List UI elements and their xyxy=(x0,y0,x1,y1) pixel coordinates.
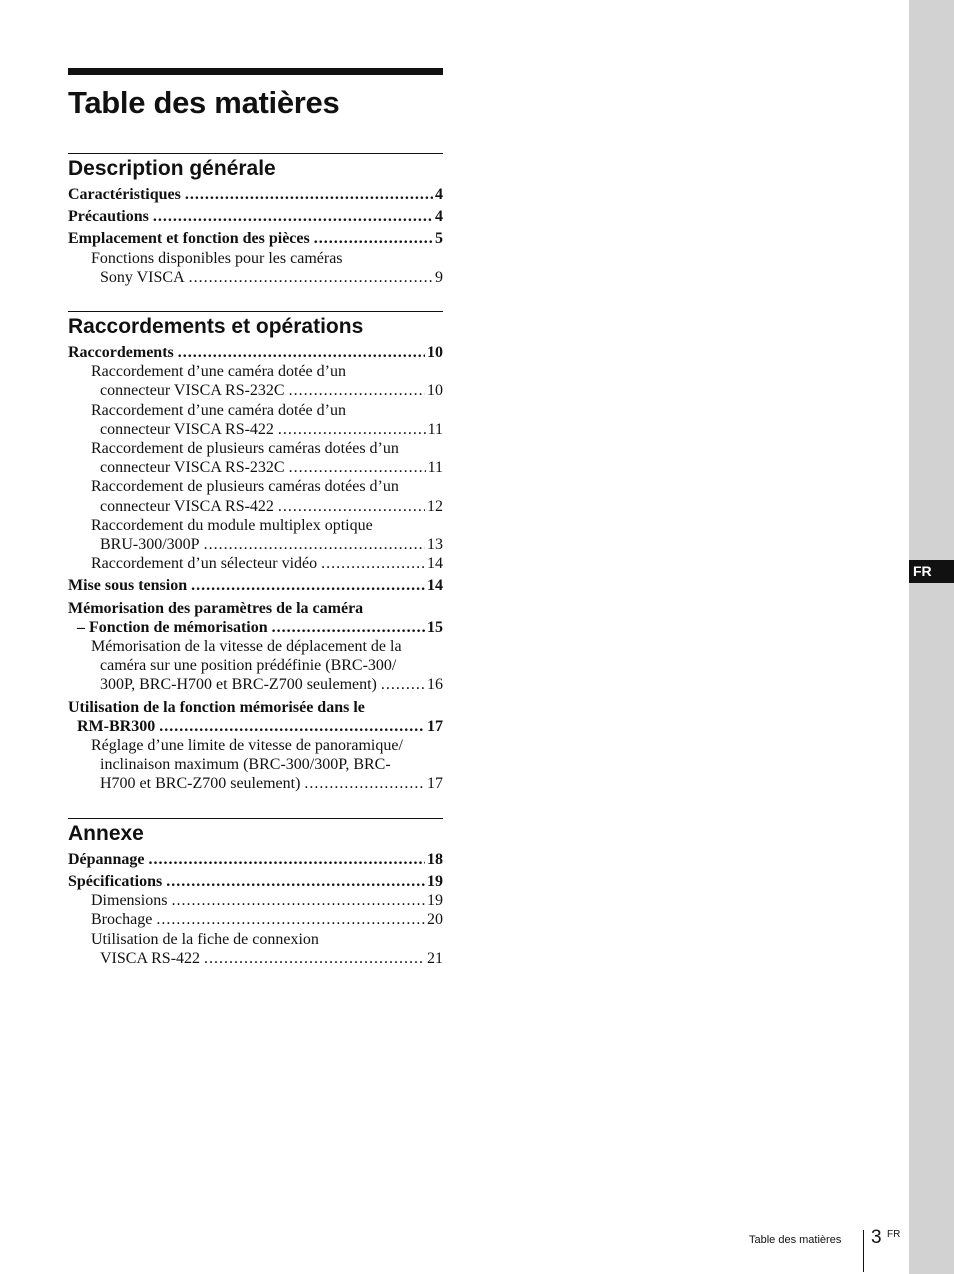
entry-text: Caractéristiques xyxy=(68,186,181,203)
entry-text: Raccordements xyxy=(68,344,174,362)
entry-page-number: 15 xyxy=(427,618,443,636)
dot-leader xyxy=(289,381,425,400)
entry-text: 300P, BRC-H700 et BRC-Z700 seulement) xyxy=(100,676,377,694)
toc-section xyxy=(68,818,443,968)
toc-entry[interactable] xyxy=(68,249,443,287)
entry-page-number: 13 xyxy=(427,536,443,554)
entry-text: Utilisation de la fonction mémorisée dans le xyxy=(68,698,365,716)
toc-section xyxy=(68,153,443,287)
entry-text: inclinaison maximum (BRC-300/300P, BRC- xyxy=(100,756,391,774)
entry-text: Raccordement d’une caméra dotée d’un xyxy=(91,363,346,381)
toc-entry[interactable] xyxy=(68,637,443,695)
toc-entry[interactable] xyxy=(68,599,443,637)
toc-entry[interactable] xyxy=(68,554,443,573)
entry-page-number: 19 xyxy=(427,892,443,910)
section-title: Raccordements et opérations xyxy=(68,315,364,339)
section-title: Description générale xyxy=(68,157,276,180)
dot-leader xyxy=(156,910,425,929)
dot-leader xyxy=(171,891,425,910)
entry-text: Dépannage xyxy=(68,850,145,868)
entry-text: – Fonction de mémorisation xyxy=(77,618,268,636)
page-number-suffix: FR xyxy=(887,1229,901,1240)
entry-page-number: 14 xyxy=(427,555,443,573)
entry-text: Raccordement de plusieurs caméras dotées d’un xyxy=(91,440,399,458)
toc-entry[interactable] xyxy=(68,185,443,204)
toc-entry[interactable] xyxy=(68,229,443,248)
dot-leader xyxy=(278,420,426,439)
toc-entry[interactable] xyxy=(68,343,443,362)
toc-entry[interactable] xyxy=(68,477,443,515)
dot-leader xyxy=(381,675,425,694)
dot-leader xyxy=(204,535,425,554)
section-rule xyxy=(68,311,443,312)
entry-text: connecteur VISCA RS-422 xyxy=(100,497,274,515)
entry-text: Utilisation de la fiche de connexion xyxy=(91,930,319,948)
entry-page-number: 20 xyxy=(427,911,443,929)
entry-text: Mémorisation de la vitesse de déplacement de la xyxy=(91,638,402,656)
page-number: 3 xyxy=(871,1227,882,1248)
entry-text: VISCA RS-422 xyxy=(100,949,201,967)
entry-text: Fonctions disponibles pour les caméras xyxy=(91,249,343,267)
toc-entry[interactable] xyxy=(68,891,443,910)
entry-page-number: 4 xyxy=(435,208,443,226)
entry-text: Mémorisation des paramètres de la caméra xyxy=(68,599,364,617)
entry-text: H700 et BRC-Z700 seulement) xyxy=(100,775,301,793)
entry-page-number: 18 xyxy=(427,850,443,868)
entry-page-number: 5 xyxy=(435,230,443,248)
toc-entries xyxy=(68,185,443,287)
toc-entry[interactable] xyxy=(68,401,443,439)
entry-text: Emplacement et fonction des pièces xyxy=(68,230,310,248)
dot-leader xyxy=(189,268,433,287)
dot-leader xyxy=(272,618,425,637)
entry-text: Brochage xyxy=(91,911,153,929)
entry-text: Raccordement d’un sélecteur vidéo xyxy=(91,555,318,573)
entry-page-number: 10 xyxy=(427,344,443,362)
toc-entry[interactable] xyxy=(68,910,443,929)
section-title: Annexe xyxy=(68,821,144,845)
entry-page-number: 17 xyxy=(427,775,443,793)
toc-entry[interactable] xyxy=(68,362,443,400)
toc-entry[interactable] xyxy=(68,930,443,968)
section-rule xyxy=(68,818,443,819)
toc-entry[interactable] xyxy=(68,576,443,595)
language-tab: FR xyxy=(909,560,954,583)
toc-entry[interactable] xyxy=(68,872,443,891)
entry-text: caméra sur une position prédéfinie (BRC-300/ xyxy=(100,657,397,675)
section-rule xyxy=(68,153,443,154)
entry-page-number: 19 xyxy=(427,872,443,890)
entry-text: Dimensions xyxy=(91,892,168,910)
dot-leader xyxy=(321,554,425,573)
entry-text: RM-BR300 xyxy=(77,717,156,735)
dot-leader xyxy=(278,497,425,516)
dot-leader xyxy=(314,229,433,248)
dot-leader xyxy=(191,576,425,595)
footer-divider xyxy=(863,1230,864,1272)
title-rule xyxy=(68,68,443,75)
entry-page-number: 17 xyxy=(427,717,443,735)
entry-page-number: 11 xyxy=(427,420,443,438)
dot-leader xyxy=(178,343,425,362)
entry-text: Spécifications xyxy=(68,872,163,890)
footer-section-label: Table des matières xyxy=(749,1234,842,1246)
entry-page-number: 12 xyxy=(427,497,443,515)
dot-leader xyxy=(148,850,425,869)
entry-text: Sony VISCA xyxy=(100,268,185,286)
entry-text: Raccordement de plusieurs caméras dotées d’un xyxy=(91,478,399,496)
toc-section xyxy=(68,311,443,794)
entry-page-number: 9 xyxy=(435,268,443,286)
entry-page-number: 14 xyxy=(427,577,443,595)
toc-entry[interactable] xyxy=(68,516,443,554)
right-margin-bar xyxy=(909,0,954,1274)
entry-page-number: 10 xyxy=(427,382,443,400)
entry-text: Réglage d’une limite de vitesse de panoramique/ xyxy=(91,737,403,755)
entry-page-number: 21 xyxy=(427,949,443,967)
dot-leader xyxy=(153,207,433,226)
entry-text: Mise sous tension xyxy=(68,577,188,595)
toc-content xyxy=(68,68,443,968)
entry-text: connecteur VISCA RS-422 xyxy=(100,420,274,438)
entry-text: Précautions xyxy=(68,208,149,226)
entry-text: Raccordement du module multiplex optique xyxy=(91,516,373,534)
dot-leader xyxy=(289,458,426,477)
entry-text: connecteur VISCA RS-232C xyxy=(100,382,285,400)
entry-text: BRU-300/300P xyxy=(100,536,200,554)
dot-leader xyxy=(159,717,425,736)
dot-leader xyxy=(185,185,433,204)
dot-leader xyxy=(166,872,425,891)
page-title: Table des matières xyxy=(68,85,340,120)
entry-page-number: 16 xyxy=(427,676,443,694)
toc-entry[interactable] xyxy=(68,439,443,477)
toc-sections xyxy=(68,153,443,968)
toc-entries xyxy=(68,850,443,968)
dot-leader xyxy=(204,949,425,968)
toc-entry[interactable] xyxy=(68,736,443,794)
entry-text: Raccordement d’une caméra dotée d’un xyxy=(91,401,346,419)
toc-entry[interactable] xyxy=(68,207,443,226)
toc-entries xyxy=(68,343,443,794)
entry-text: connecteur VISCA RS-232C xyxy=(100,459,285,477)
toc-entry[interactable] xyxy=(68,698,443,736)
dot-leader xyxy=(304,774,425,793)
toc-entry[interactable] xyxy=(68,850,443,869)
entry-page-number: 11 xyxy=(427,459,443,477)
entry-page-number: 4 xyxy=(435,186,443,203)
